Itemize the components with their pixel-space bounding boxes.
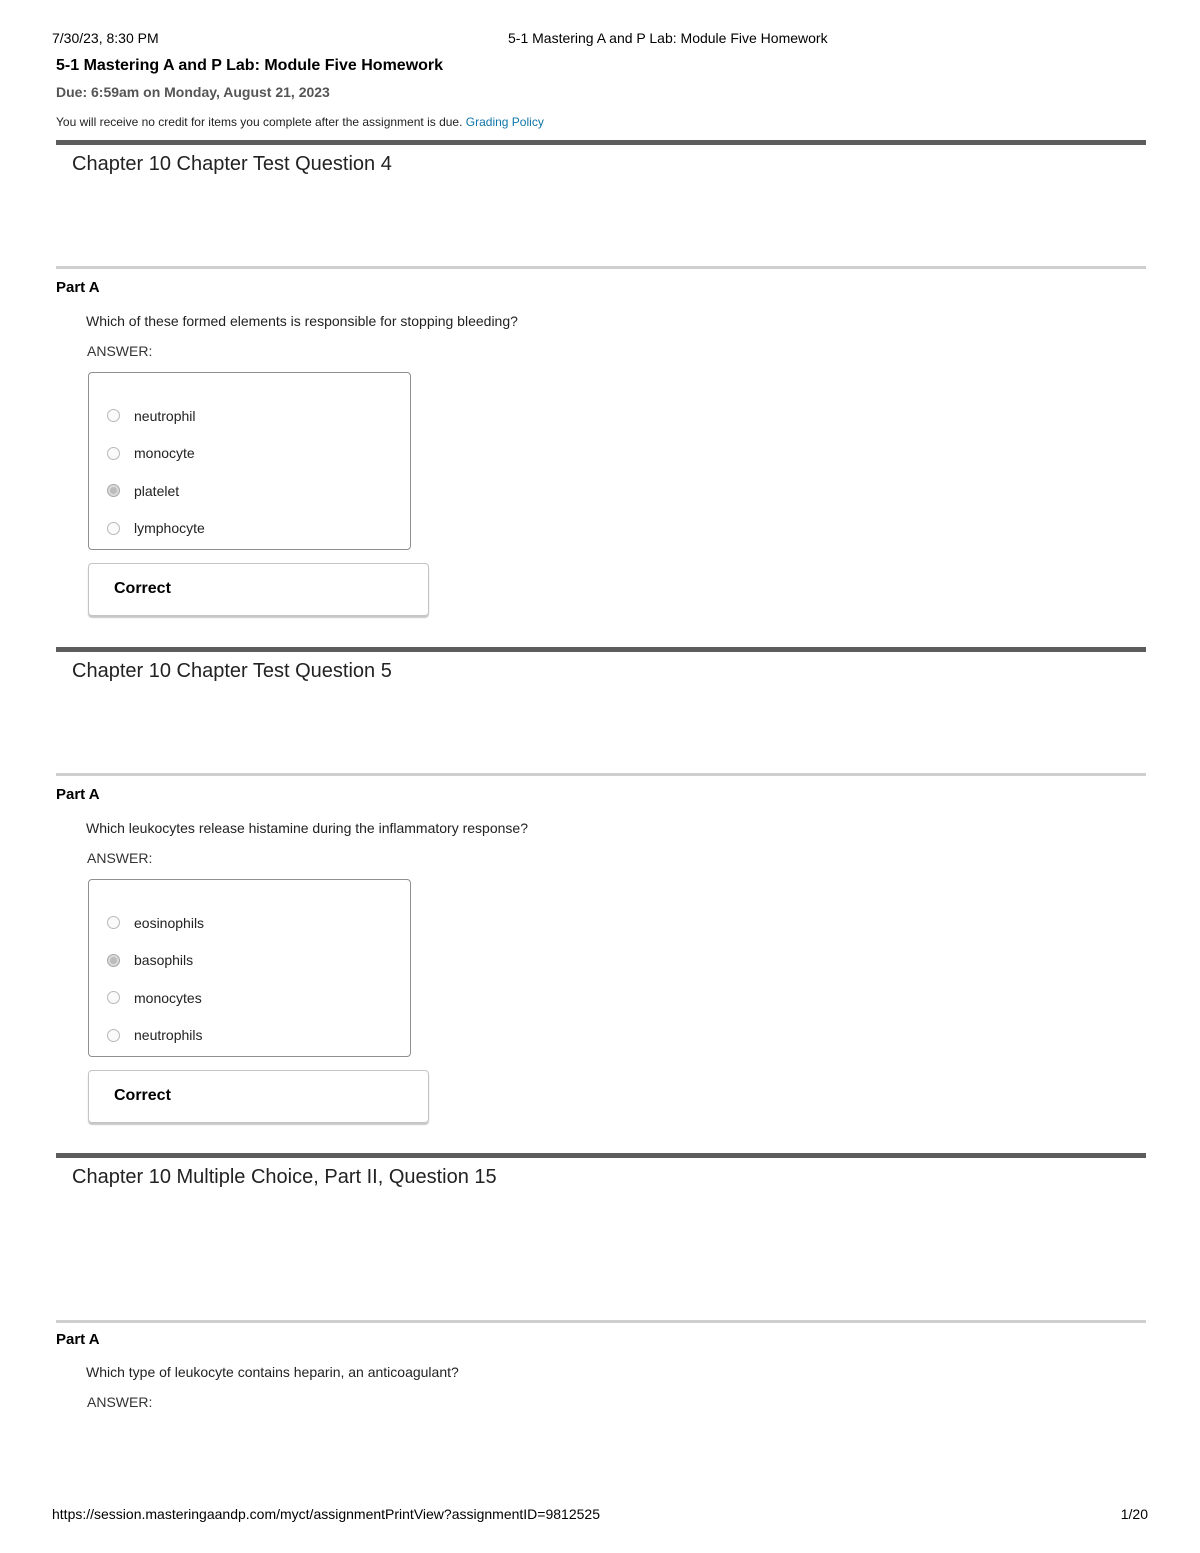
choice-neutrophils[interactable] [107,1017,410,1055]
question-title: Chapter 10 Multiple Choice, Part II, Question 15 [72,1166,497,1188]
choice-monocytes[interactable] [107,979,410,1017]
page-url: https://session.masteringaandp.com/myct/assignmentPrintView?assignmentID=9812525 [52,1506,600,1522]
choice-label: monocyte [134,445,195,462]
question-header [56,647,1146,700]
choice-label: eosinophils [134,914,205,931]
radio-button[interactable] [107,522,120,535]
choice-label: basophils [134,952,194,969]
feedback-box: Correct [88,1070,429,1123]
choice-monocyte[interactable] [107,435,410,473]
print-doc-title: 5-1 Mastering A and P Lab: Module Five Homework [508,30,828,46]
credit-notice-text: You will receive no credit for items you complete after the assignment is due. [56,115,463,129]
answer-label: ANSWER: [87,1394,153,1410]
due-date: Due: 6:59am on Monday, August 21, 2023 [56,84,330,100]
page-title: 5-1 Mastering A and P Lab: Module Five Homework [56,57,444,74]
radio-button[interactable] [107,916,120,929]
part-label: Part A [56,1331,100,1348]
part-divider [56,773,1146,776]
choice-eosinophils[interactable] [107,904,410,942]
page-number: 1/20 [1120,1506,1148,1522]
question-prompt: Which type of leukocyte contains heparin, an anticoagulant? [86,1364,459,1380]
answer-label: ANSWER: [87,343,153,359]
choice-label: lymphocyte [134,520,205,537]
question-prompt: Which of these formed elements is responsible for stopping bleeding? [86,313,518,329]
radio-button[interactable] [107,991,120,1004]
question-block [56,140,1146,630]
print-date: 7/30/23, 8:30 PM [52,30,159,46]
question-block [56,1153,1146,1423]
question-title: Chapter 10 Chapter Test Question 4 [72,153,392,175]
grading-policy-link[interactable]: Grading Policy [465,115,544,129]
choice-platelet[interactable] [107,472,410,510]
radio-button[interactable] [107,1029,120,1042]
question-prompt: Which leukocytes release histamine during the inflammatory response? [86,820,528,836]
question-block [56,647,1146,1137]
question-header [56,140,1146,193]
part-label: Part A [56,786,100,803]
part-divider [56,1320,1146,1323]
radio-button-selected[interactable] [107,484,120,497]
part-divider [56,266,1146,269]
choice-neutrophil[interactable] [107,397,410,435]
print-header [52,30,1148,50]
print-footer [52,1506,1148,1522]
choice-label: neutrophils [134,1027,203,1044]
radio-button[interactable] [107,447,120,460]
choice-lymphocyte[interactable] [107,510,410,548]
answer-choices [88,372,411,550]
radio-button-selected[interactable] [107,954,120,967]
question-header [56,1153,1146,1206]
question-title: Chapter 10 Chapter Test Question 5 [72,660,392,682]
answer-choices [88,879,411,1057]
feedback-box: Correct [88,563,429,616]
choice-label: neutrophil [134,407,196,424]
part-label: Part A [56,279,100,296]
radio-button[interactable] [107,409,120,422]
choice-label: platelet [134,482,180,499]
choice-label: monocytes [134,989,202,1006]
choice-basophils[interactable] [107,942,410,980]
credit-notice [56,115,544,129]
answer-label: ANSWER: [87,850,153,866]
